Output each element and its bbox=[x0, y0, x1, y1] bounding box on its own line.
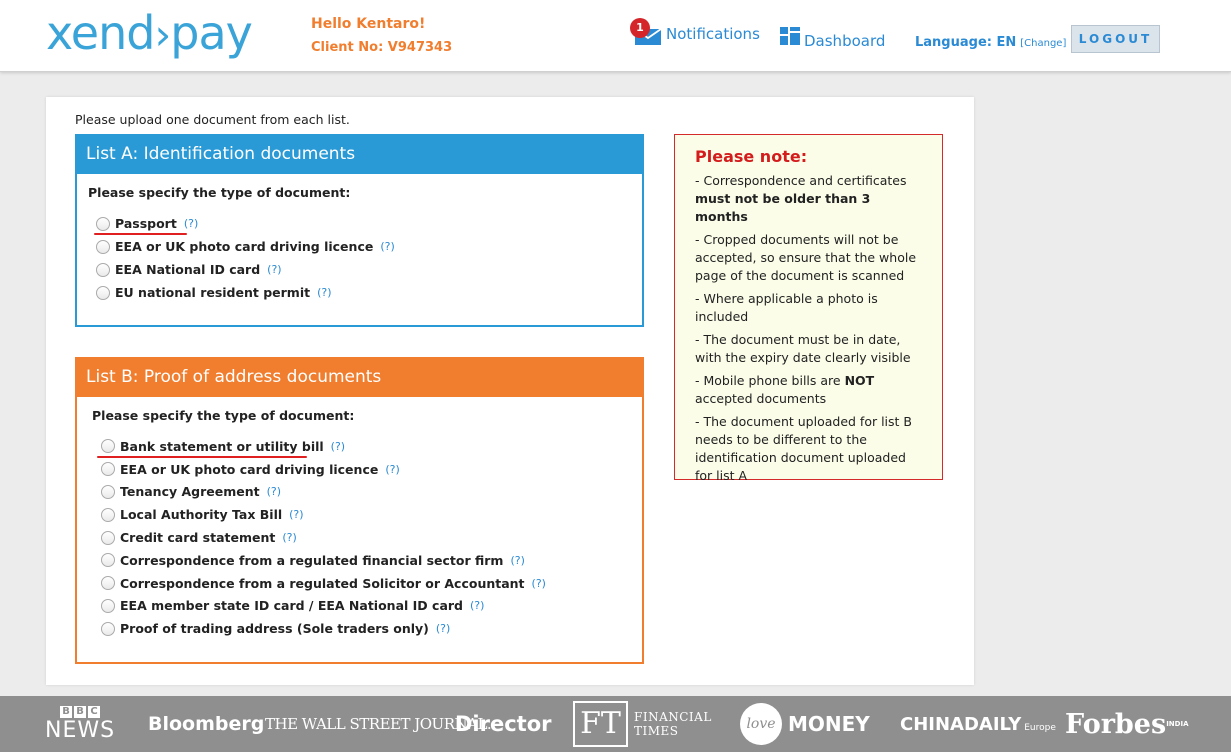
help-icon[interactable]: (?) bbox=[317, 286, 332, 299]
list-a-option-resident-permit[interactable] bbox=[77, 281, 642, 304]
logo-right: pay bbox=[170, 6, 252, 60]
option-label: Proof of trading address (Sole traders only) bbox=[120, 621, 429, 637]
dashboard-link[interactable] bbox=[780, 32, 885, 50]
note-text: - Where applicable a photo is included bbox=[695, 291, 878, 324]
ft-name bbox=[634, 710, 712, 738]
bloomberg-logo: Bloomberg bbox=[148, 713, 265, 735]
help-icon[interactable]: (?) bbox=[531, 576, 546, 590]
list-b-title: List B: Proof of address documents bbox=[77, 359, 642, 397]
note-title: Please note: bbox=[695, 147, 808, 166]
help-icon[interactable]: (?) bbox=[435, 622, 451, 636]
radio-tenancy[interactable] bbox=[101, 485, 115, 499]
option-label: Credit card statement bbox=[120, 530, 276, 546]
money-text: MONEY bbox=[788, 712, 870, 736]
help-icon[interactable]: (?) bbox=[267, 263, 282, 276]
note-text: - The document must be in date, with the expiry date clearly visible bbox=[695, 332, 911, 365]
note-bold: NOT bbox=[844, 373, 875, 388]
forbes-sup: INDIA bbox=[1166, 720, 1189, 728]
language-change-link[interactable]: [Change] bbox=[1020, 38, 1067, 49]
please-note-box bbox=[674, 134, 943, 483]
list-b-option-trading-address[interactable] bbox=[77, 617, 642, 640]
radio-credit-card[interactable] bbox=[101, 531, 115, 545]
lovemoney-logo bbox=[740, 696, 870, 752]
love-circle: love bbox=[740, 703, 782, 745]
radio-bank-statement[interactable] bbox=[101, 439, 115, 453]
ft-line2: TIMES bbox=[634, 724, 679, 738]
option-label: EU national resident permit bbox=[115, 285, 311, 300]
option-label: EEA or UK photo card driving licence bbox=[120, 461, 379, 477]
help-icon[interactable]: (?) bbox=[385, 462, 400, 476]
list-b-option-eea-id[interactable] bbox=[77, 595, 642, 618]
bbc-boxes bbox=[60, 706, 100, 718]
option-label: Correspondence from a regulated financial sector firm bbox=[120, 552, 504, 568]
greeting-text: Hello Kentaro! bbox=[311, 16, 426, 32]
option-label: Local Authority Tax Bill bbox=[120, 507, 283, 523]
bbc-letter: C bbox=[88, 706, 100, 718]
bbc-news-logo bbox=[45, 696, 115, 752]
ft-line1: FINANCIAL bbox=[634, 710, 712, 724]
option-label: Tenancy Agreement bbox=[120, 484, 260, 500]
chinadaily-logo bbox=[900, 696, 1056, 752]
notifications-label: Notifications bbox=[666, 25, 760, 43]
note-item bbox=[695, 290, 926, 326]
logo-arrow: › bbox=[154, 10, 171, 59]
note-item bbox=[695, 413, 926, 485]
dashboard-label: Dashboard bbox=[804, 32, 886, 50]
list-a-option-driving-licence[interactable] bbox=[77, 235, 642, 258]
chinadaily-region: Europe bbox=[1024, 723, 1056, 733]
help-icon[interactable]: (?) bbox=[510, 553, 525, 567]
help-icon[interactable]: (?) bbox=[183, 217, 199, 230]
notification-count-badge: 1 bbox=[630, 18, 650, 38]
notifications-link[interactable] bbox=[630, 22, 760, 46]
bbc-letter: B bbox=[60, 706, 72, 718]
radio-financial-firm[interactable] bbox=[101, 553, 115, 567]
language-label: Language: EN bbox=[915, 35, 1017, 50]
xendpay-logo[interactable] bbox=[46, 6, 252, 60]
list-b-option-driving-licence[interactable] bbox=[77, 458, 642, 481]
list-b-option-tax-bill[interactable] bbox=[77, 503, 642, 526]
help-icon[interactable]: (?) bbox=[380, 240, 395, 253]
logo-left: xend bbox=[46, 6, 155, 60]
note-item bbox=[695, 231, 926, 285]
option-label: EEA National ID card bbox=[115, 262, 261, 277]
help-icon[interactable]: (?) bbox=[266, 485, 282, 499]
note-text: - Cropped documents will not be accepted, so ensure that the whole page of the document is scanned bbox=[695, 232, 917, 283]
option-label: EEA or UK photo card driving licence bbox=[115, 239, 374, 254]
language-selector bbox=[915, 35, 1066, 50]
help-icon[interactable]: (?) bbox=[282, 531, 297, 545]
forbes-name: Forbes bbox=[1065, 708, 1167, 740]
bbc-letter: B bbox=[74, 706, 86, 718]
note-text: - Correspondence and certificates bbox=[695, 173, 907, 188]
notifications-icon-wrap bbox=[630, 22, 662, 46]
upload-instructions: Please upload one document from each list. bbox=[75, 112, 350, 127]
list-a-option-passport[interactable] bbox=[77, 212, 642, 235]
radio-eea-id[interactable] bbox=[101, 599, 115, 613]
note-text: - The document uploaded for list B needs to be different to the identification document uploaded for list A bbox=[695, 414, 912, 483]
list-b-option-financial-firm[interactable] bbox=[77, 549, 642, 572]
option-label: Bank statement or utility bill bbox=[120, 438, 324, 454]
list-a-panel bbox=[75, 134, 644, 327]
director-logo: Director bbox=[455, 712, 552, 736]
radio-driving-licence-b[interactable] bbox=[101, 462, 115, 476]
note-bold: must not be older than 3 months bbox=[695, 191, 871, 224]
radio-trading-address[interactable] bbox=[101, 622, 115, 636]
list-a-specify-label: Please specify the type of document: bbox=[88, 185, 351, 200]
list-a-options bbox=[77, 212, 642, 304]
list-b-panel bbox=[75, 357, 644, 664]
financial-times-logo bbox=[573, 696, 712, 752]
radio-tax-bill[interactable] bbox=[101, 508, 115, 522]
option-label: EEA member state ID card / EEA National ID card bbox=[120, 598, 463, 614]
radio-resident-permit[interactable] bbox=[96, 286, 110, 300]
dashboard-icon bbox=[780, 27, 800, 45]
help-icon[interactable]: (?) bbox=[330, 439, 346, 453]
upload-card bbox=[46, 97, 974, 685]
help-icon[interactable]: (?) bbox=[289, 508, 304, 522]
radio-national-id[interactable] bbox=[96, 263, 110, 277]
help-icon[interactable]: (?) bbox=[470, 599, 485, 613]
list-b-option-bank-statement[interactable] bbox=[77, 435, 642, 458]
list-a-title: List A: Identification documents bbox=[77, 136, 642, 174]
radio-passport[interactable] bbox=[96, 217, 110, 231]
bbc-news-text: NEWS bbox=[45, 718, 116, 743]
note-item bbox=[695, 331, 926, 367]
client-number: Client No: V947343 bbox=[311, 40, 453, 55]
note-text: - Mobile phone bills are bbox=[695, 373, 845, 388]
forbes-logo bbox=[1065, 696, 1188, 752]
radio-driving-licence[interactable] bbox=[96, 240, 110, 254]
list-b-specify-label: Please specify the type of document: bbox=[92, 408, 355, 423]
list-b-option-tenancy[interactable] bbox=[77, 481, 642, 504]
option-label: Passport bbox=[115, 216, 177, 231]
list-a-option-national-id[interactable] bbox=[77, 258, 642, 281]
note-after: accepted documents bbox=[695, 391, 827, 406]
list-b-options bbox=[77, 435, 642, 640]
note-item bbox=[695, 372, 926, 408]
wsj-logo: THE WALL STREET JOURNAL. bbox=[265, 715, 492, 733]
option-label: Correspondence from a regulated Solicitor or Accountant bbox=[120, 575, 525, 591]
press-logos-footer bbox=[0, 696, 1231, 752]
list-b-option-credit-card[interactable] bbox=[77, 526, 642, 549]
note-item bbox=[695, 172, 926, 226]
ft-mark: FT bbox=[573, 701, 628, 747]
radio-solicitor[interactable] bbox=[101, 576, 115, 590]
top-header bbox=[0, 0, 1231, 72]
list-b-option-solicitor[interactable] bbox=[77, 572, 642, 595]
logout-button[interactable]: LOGOUT bbox=[1071, 25, 1160, 53]
chinadaily-name: CHINADAILY bbox=[900, 713, 1022, 735]
